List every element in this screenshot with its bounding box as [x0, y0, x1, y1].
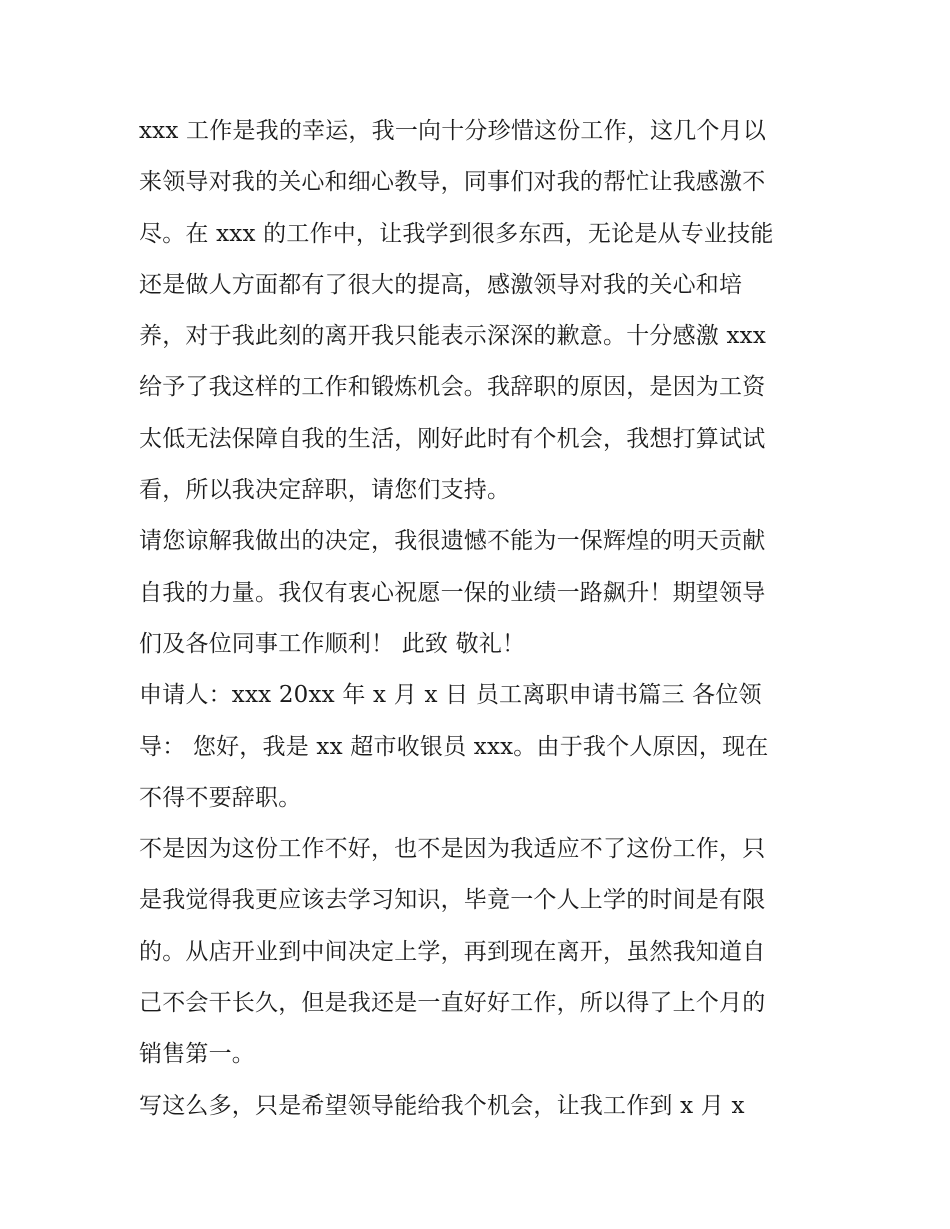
text-line: 看，所以我决定辞职，请您们支持。 — [139, 477, 511, 504]
text-line: 尽。在 xxx 的工作中，让我学到很多东西，无论是从专业技能 — [139, 220, 774, 247]
text-line: 来领导对我的关心和细心教导，同事们对我的帮忙让我感激不 — [139, 169, 766, 196]
text-line: 养，对于我此刻的离开我只能表示深深的歉意。十分感激 xxx — [139, 323, 767, 350]
document-body — [139, 106, 819, 1132]
text-line: 导： 您好，我是 xx 超市收银员 xxx。由于我个人原因，现在 — [139, 733, 769, 760]
text-line: 不是因为这份工作不好，也不是因为我适应不了这份工作，只 — [139, 836, 766, 863]
text-line: 是我觉得我更应该去学习知识，毕竟一个人上学的时间是有限 — [139, 887, 766, 914]
text-line: 己不会干长久，但是我还是一直好好工作，所以得了上个月的 — [139, 990, 766, 1017]
text-line: 不得不要辞职。 — [139, 784, 302, 811]
text-line: 还是做人方面都有了很大的提高，感激领导对我的关心和培 — [139, 271, 743, 298]
text-line: 太低无法保障自我的生活，刚好此时有个机会，我想打算试试 — [139, 425, 766, 452]
text-line: 写这么多，只是希望领导能给我个机会，让我工作到 x 月 x — [139, 1092, 745, 1119]
text-line: 给予了我这样的工作和锻炼机会。我辞职的原因，是因为工资 — [139, 374, 766, 401]
text-line: 的。从店开业到中间决定上学，再到现在离开，虽然我知道自 — [139, 938, 766, 965]
text-line: 销售第一。 — [139, 1041, 255, 1068]
text-line: 申请人：xxx 20xx 年 x 月 x 日 员工离职申请书篇三 各位领 — [139, 682, 762, 709]
text-line: 请您谅解我做出的决定，我很遗憾不能为一保辉煌的明天贡献 — [139, 528, 766, 555]
text-line: xxx 工作是我的幸运，我一向十分珍惜这份工作，这几个月以 — [139, 118, 767, 144]
text-line: 自我的力量。我仅有衷心祝愿一保的业绩一路飙升！期望领导 — [139, 579, 766, 606]
text-line: 们及各位同事工作顺利！ 此致 敬礼！ — [139, 630, 526, 657]
